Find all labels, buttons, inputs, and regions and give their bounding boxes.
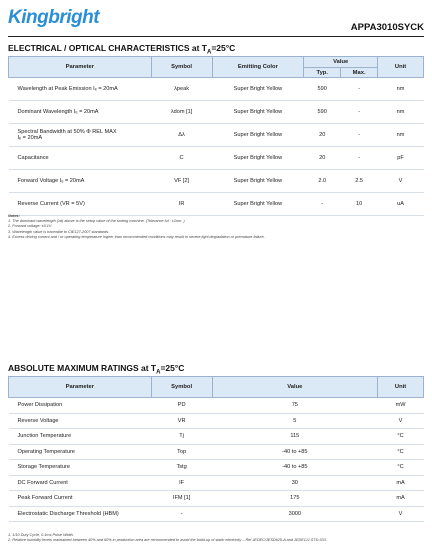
table-row xyxy=(9,475,424,491)
symbol-cell: Δλ xyxy=(151,124,212,147)
col-header-parameter: Parameter xyxy=(9,57,152,78)
table-row xyxy=(9,444,424,460)
max-cell: 10 xyxy=(341,193,378,216)
note-line: 3. Wavelength value is traceable to CIE127-2007 standards. xyxy=(8,229,110,234)
notes-title: Notes: xyxy=(8,214,20,218)
value-cell: 175 xyxy=(212,491,378,507)
table-row xyxy=(9,124,424,147)
col-header-typ: Typ. xyxy=(304,68,341,78)
max-cell: - xyxy=(341,147,378,170)
value-cell: 75 xyxy=(212,398,378,414)
note-line: 2. Relative humidity levels maintained between 40% and 60% in production area are recommended to avoid the build-up of static electricity – Ref JEDEC/JESD625-A and JEDEC/J-STD-033. xyxy=(8,538,327,543)
unit-cell: mA xyxy=(378,491,424,507)
param-line: Spectral Bandwidth at 50% Φ REL MAX xyxy=(17,129,117,135)
param-cell: Storage Temperature xyxy=(9,460,152,476)
value-cell: 5 xyxy=(212,413,378,429)
param-cell: Junction Temperature xyxy=(9,429,152,445)
symbol-cell: λdom [1] xyxy=(151,101,212,124)
color-cell: Super Bright Yellow xyxy=(212,193,304,216)
unit-cell: mW xyxy=(378,398,424,414)
symbol-cell: IF xyxy=(151,475,212,491)
symbol-cell: λpeak xyxy=(151,78,212,101)
note-line: 4. Excess driving current and / or operating temperature higher than recommended conditions may result in severe light degradation or premature failure. xyxy=(8,234,265,239)
symbol-cell: VF [2] xyxy=(151,170,212,193)
color-cell: Super Bright Yellow xyxy=(212,170,304,193)
color-cell: Super Bright Yellow xyxy=(212,78,304,101)
table-row xyxy=(9,193,424,216)
unit-cell: nm xyxy=(378,101,424,124)
electrical-section-title: ELECTRICAL / OPTICAL CHARACTERISTICS at $T_A=25^\circ C$ xyxy=(8,43,236,56)
table-row xyxy=(9,491,424,507)
color-cell: Super Bright Yellow xyxy=(212,147,304,170)
color-cell: Super Bright Yellow xyxy=(212,101,304,124)
table-row xyxy=(9,429,424,445)
unit-cell: uA xyxy=(378,193,424,216)
param-cell: Power Dissipation xyxy=(9,398,152,414)
symbol-cell: - xyxy=(151,506,212,522)
absolute-ratings-table xyxy=(8,376,424,522)
typ-cell: - xyxy=(304,193,341,216)
unit-cell: °C xyxy=(378,429,424,445)
col-header-max: Max. xyxy=(341,68,378,78)
note-line: 1. 1/10 Duty Cycle, 0.1ms Pulse Width. xyxy=(8,533,74,537)
unit-cell: V xyxy=(378,170,424,193)
part-number: APPA3010SYCK xyxy=(350,22,424,33)
symbol-cell: Tj xyxy=(151,429,212,445)
max-cell: - xyxy=(341,101,378,124)
value-cell: -40 to +85 xyxy=(212,444,378,460)
unit-cell: °C xyxy=(378,444,424,460)
param-cell: Capacitance xyxy=(9,147,152,170)
note-line: 2. Forward voltage: ±0.1V. xyxy=(8,224,53,229)
symbol-cell: C xyxy=(151,147,212,170)
unit-cell: nm xyxy=(378,124,424,147)
col-header-symbol: Symbol xyxy=(151,57,212,78)
table-row xyxy=(9,78,424,101)
symbol-cell: IR xyxy=(151,193,212,216)
table-row xyxy=(9,460,424,476)
typ-cell: 2.0 xyxy=(304,170,341,193)
col-header-unit: Unit xyxy=(378,377,424,398)
col-header-value: Value xyxy=(212,377,378,398)
color-cell: Super Bright Yellow xyxy=(212,124,304,147)
typ-cell: 590 xyxy=(304,78,341,101)
header-rule xyxy=(8,36,424,37)
param-line: Iₑ = 20mA xyxy=(17,135,43,141)
electrical-table xyxy=(8,56,424,216)
param-cell: Wavelength at Peak Emission Iₑ = 20mA xyxy=(9,78,152,101)
absolute-section-title: ABSOLUTE MAXIMUM RATINGS at $T_A=25^\circ C$ xyxy=(8,363,185,376)
value-cell: -40 to +85 xyxy=(212,460,378,476)
table-row xyxy=(9,101,424,124)
col-header-value: Value xyxy=(304,57,378,68)
col-header-emitting-color: Emitting Color xyxy=(212,57,304,78)
param-cell: Forward Voltage Iₑ = 20mA xyxy=(9,170,152,193)
typ-cell: 20 xyxy=(304,124,341,147)
typ-cell: 590 xyxy=(304,101,341,124)
company-logo: Kingbright xyxy=(8,7,100,28)
unit-cell: pF xyxy=(378,147,424,170)
symbol-cell: IFM [1] xyxy=(151,491,212,507)
max-cell: 2.5 xyxy=(341,170,378,193)
max-cell: - xyxy=(341,78,378,101)
unit-cell: V xyxy=(378,506,424,522)
param-cell: Reverse Current (VR = 5V) xyxy=(9,193,152,216)
table-row xyxy=(9,413,424,429)
unit-cell: °C xyxy=(378,460,424,476)
param-cell xyxy=(9,124,152,147)
unit-cell: V xyxy=(378,413,424,429)
table-row xyxy=(9,398,424,414)
note-line: 1. The dominant wavelength (λd) above is the setup value of the sorting machine. (Tolerance λd : ±1nm. ) xyxy=(8,219,185,224)
value-cell: 115 xyxy=(212,429,378,445)
param-cell: Electrostatic Discharge Threshold (HBM) xyxy=(9,506,152,522)
param-cell: Dominant Wavelength Iₑ = 20mA xyxy=(9,101,152,124)
value-cell: 3000 xyxy=(212,506,378,522)
param-cell: Peak Forward Current xyxy=(9,491,152,507)
param-cell: DC Forward Current xyxy=(9,475,152,491)
electrical-notes xyxy=(8,214,265,240)
symbol-cell: VR xyxy=(151,413,212,429)
table-row xyxy=(9,170,424,193)
typ-cell: 20 xyxy=(304,147,341,170)
value-cell: 30 xyxy=(212,475,378,491)
table-row xyxy=(9,506,424,522)
symbol-cell: Tstg xyxy=(151,460,212,476)
param-cell: Reverse Voltage xyxy=(9,413,152,429)
symbol-cell: PD xyxy=(151,398,212,414)
unit-cell: mA xyxy=(378,475,424,491)
param-cell: Operating Temperature xyxy=(9,444,152,460)
table-row xyxy=(9,147,424,170)
col-header-parameter: Parameter xyxy=(9,377,152,398)
unit-cell: nm xyxy=(378,78,424,101)
max-cell: - xyxy=(341,124,378,147)
symbol-cell: Top xyxy=(151,444,212,460)
absolute-notes xyxy=(8,533,327,543)
col-header-unit: Unit xyxy=(378,57,424,78)
col-header-symbol: Symbol xyxy=(151,377,212,398)
